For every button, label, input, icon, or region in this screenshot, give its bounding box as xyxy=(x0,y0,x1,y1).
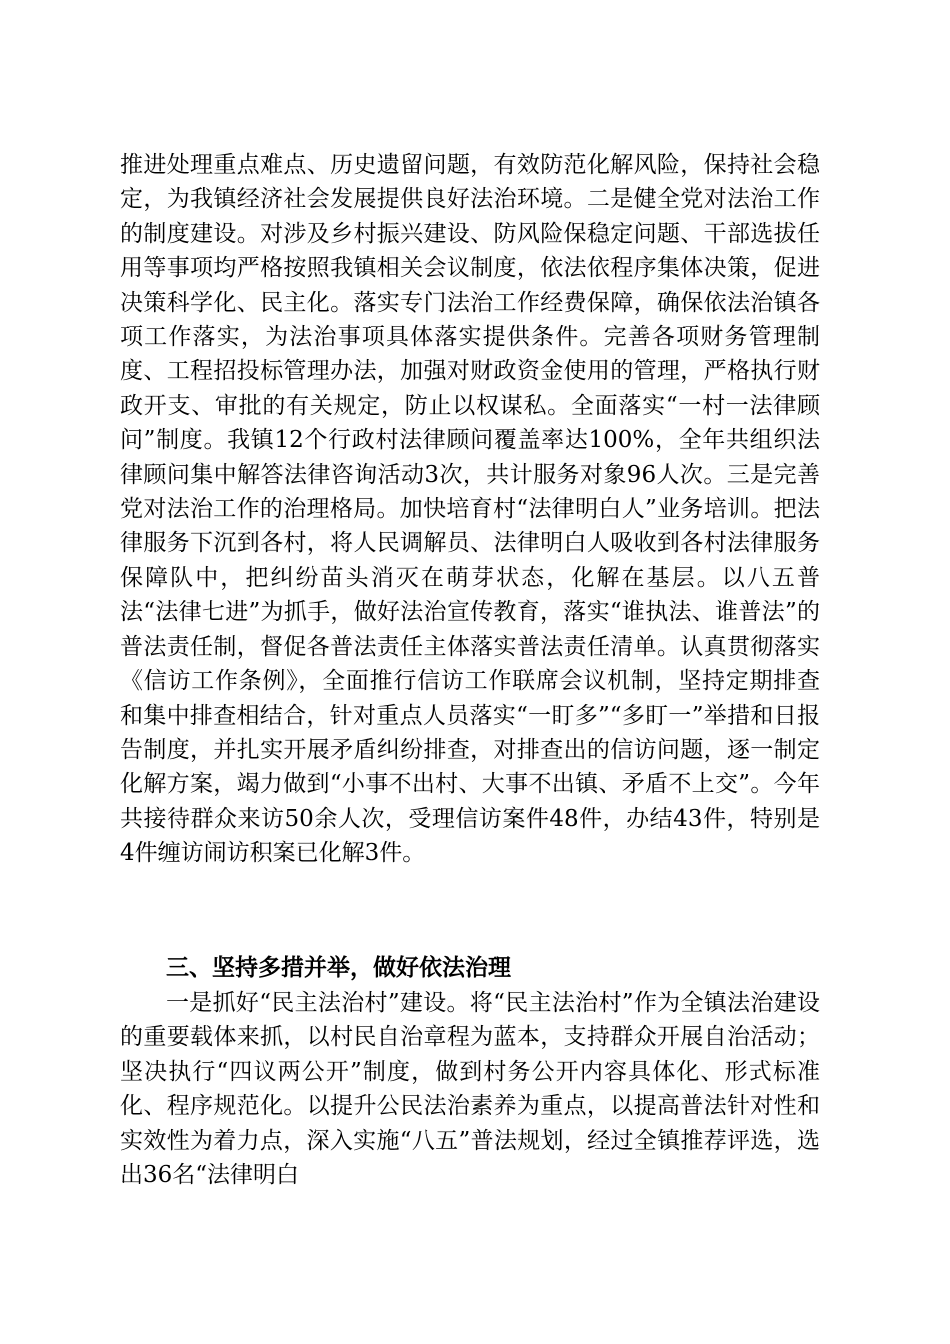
body-paragraph xyxy=(120,148,820,871)
paragraph-text: 一是抓好“民主法治村”建设。将“民主法治村”作为全镇法治建设的重要载体来抓，以村民自治章程为蓝本，支持群众开展自治活动；坚决执行“四议两公开”制度，做到村务公开内容具体化、形式标准化、程序规范化。以提升公民法治素养为重点，以提高普法针对性和实效性为着力点，深入实施“八五”普法规划，经过全镇推荐评选，选出36名“法律明白 xyxy=(120,990,820,1189)
body-paragraph xyxy=(120,986,820,1192)
section-heading: 三、坚持多措并举，做好依法治理 xyxy=(166,955,511,981)
paragraph-text: 推进处理重点难点、历史遗留问题，有效防范化解风险，保持社会稳定，为我镇经济社会发展提供良好法治环境。二是健全党对法治工作的制度建设。对涉及乡村振兴建设、防风险保稳定问题、干部选拔任用等事项均严格按照我镇相关会议制度，依法依程序集体决策，促进决策科学化、民主化。落实专门法治工作经费保障，确保依法治镇各项工作落实，为法治事项具体落实提供条件。完善各项财务管理制度、工程招投标管理办法，加强对财政资金使用的管理，严格执行财政开支、审批的有关规定，防止以权谋私。全面落实“一村一法律顾问”制度。我镇12个行政村法律顾问覆盖率达100%，全年共组织法律顾问集中解答法律咨询活动3次，共计服务对象96人次。三是完善党对法治工作的治理格局。加快培育村“法律明白人”业务培训。把法律服务下沉到各村，将人民调解员、法律明白人吸收到各村法律服务保障队中，把纠纷苗头消灭在萌芽状态，化解在基层。以八五普法“法律七进”为抓手，做好法治宣传教育，落实“谁执法、谁普法”的普法责任制，督促各普法责任主体落实普法责任清单。认真贯彻落实《信访工作条例》，全面推行信访工作联席会议机制，坚持定期排查和集中排查相结合，针对重点人员落实“一盯多”“多盯一”举措和日报告制度，并扎实开展矛盾纠纷排查，对排查出的信访问题，逐一制定化解方案，竭力做到“小事不出村、大事不出镇、矛盾不上交”。今年共接待群众来访50余人次，受理信访案件48件，办结43件，特别是4件缠访闹访积案已化解3件。 xyxy=(120,152,820,867)
